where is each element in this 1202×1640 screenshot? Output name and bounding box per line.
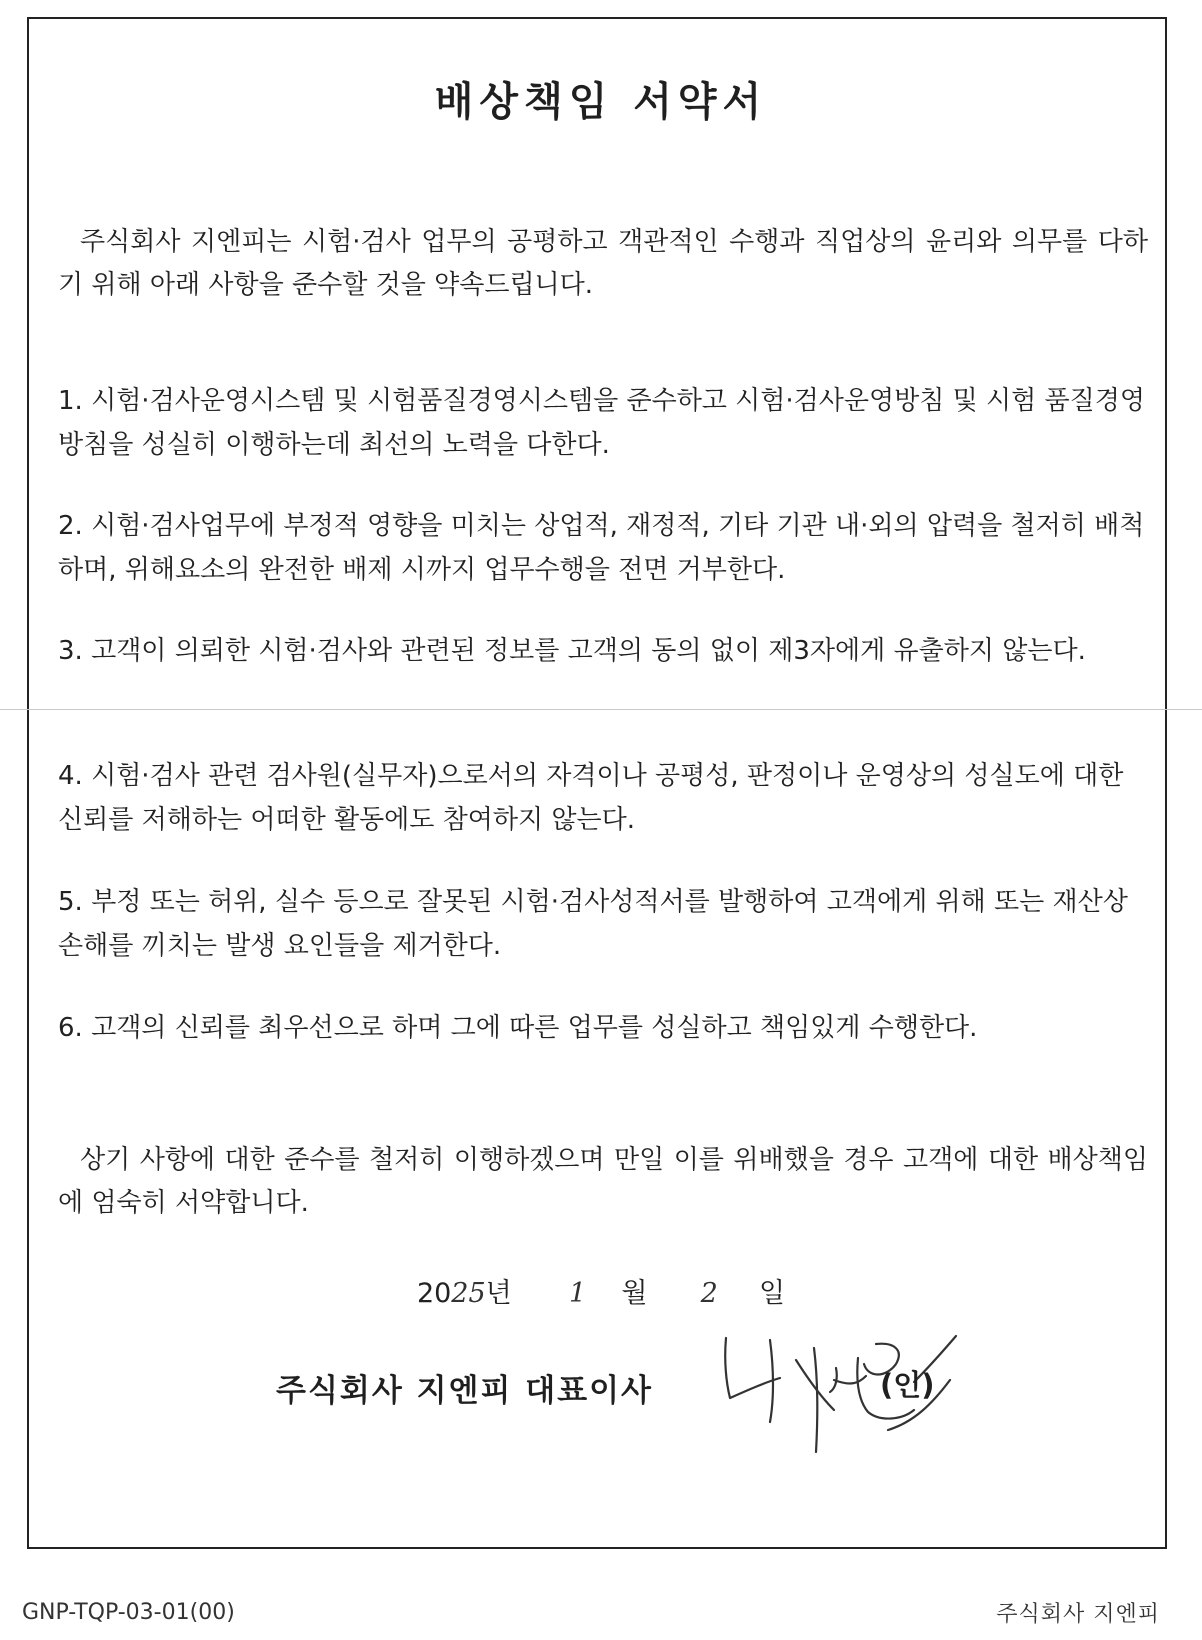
list-item (58, 379, 1148, 467)
day-handwritten: 2 (700, 1278, 718, 1309)
handwritten-signature (718, 1320, 988, 1480)
seal-label: (인) (880, 1368, 935, 1402)
list-item (58, 754, 1148, 842)
form-code: GNP-TQP-03-01(00) (22, 1600, 235, 1625)
footer-company: 주식회사 지엔피 (996, 1602, 1160, 1627)
list-item (58, 629, 1148, 673)
item-number: 5. (58, 887, 83, 917)
month-label: 월 (621, 1278, 648, 1309)
item-text: 시험·검사업무에 부정적 영향을 미치는 상업적, 재정적, 기타 기관 내·외의 압력을 철저히 배척하며, 위해요소의 완전한 배제 시까지 업무수행을 전면 거부한다. (58, 511, 1145, 585)
item-number: 3. (58, 636, 83, 666)
scan-fold-line (0, 709, 1202, 710)
item-text: 부정 또는 허위, 실수 등으로 잘못된 시험·검사성적서를 발행하여 고객에게 위해 또는 재산상 손해를 끼치는 발생 요인들을 제거한다. (58, 887, 1128, 961)
item-number: 4. (58, 761, 83, 791)
document-title: 배상책임 서약서 (434, 79, 768, 125)
list-item (58, 880, 1148, 968)
item-text: 고객의 신뢰를 최우선으로 하며 그에 따른 업무를 성실하고 책임있게 수행한다. (91, 1013, 978, 1043)
date-line (0, 1271, 1202, 1310)
closing-paragraph: 상기 사항에 대한 준수를 철저히 이행하겠으며 만일 이를 위배했을 경우 고객에 대한 배상책임에 엄숙히 서약합니다. (58, 1145, 1148, 1218)
item-number: 2. (58, 511, 83, 541)
list-item (58, 1006, 1148, 1050)
item-text: 시험·검사운영시스템 및 시험품질경영시스템을 준수하고 시험·검사운영방침 및 시험 품질경영방침을 성실히 이행하는데 최선의 노력을 다한다. (58, 386, 1145, 460)
intro-paragraph: 주식회사 지엔피는 시험·검사 업무의 공평하고 객관적인 수행과 직업상의 윤리와 의무를 다하기 위해 아래 사항을 준수할 것을 약속드립니다. (58, 227, 1148, 300)
year-handwritten: 25 (451, 1278, 486, 1309)
signer-name: 주식회사 지엔피 대표이사 (276, 1373, 653, 1409)
item-text: 고객이 의뢰한 시험·검사와 관련된 정보를 고객의 동의 없이 제3자에게 유출하지 않는다. (91, 636, 1086, 666)
list-item (58, 504, 1148, 592)
year-prefix: 20 (416, 1278, 452, 1309)
item-number: 6. (58, 1013, 83, 1043)
item-text: 시험·검사 관련 검사원(실무자)으로서의 자격이나 공평성, 판정이나 운영상의 성실도에 대한 신뢰를 저해하는 어떠한 활동에도 참여하지 않는다. (58, 761, 1124, 835)
year-label: 년 (485, 1278, 512, 1309)
month-handwritten: 1 (568, 1278, 587, 1309)
item-number: 1. (58, 386, 83, 416)
day-label: 일 (758, 1278, 786, 1309)
